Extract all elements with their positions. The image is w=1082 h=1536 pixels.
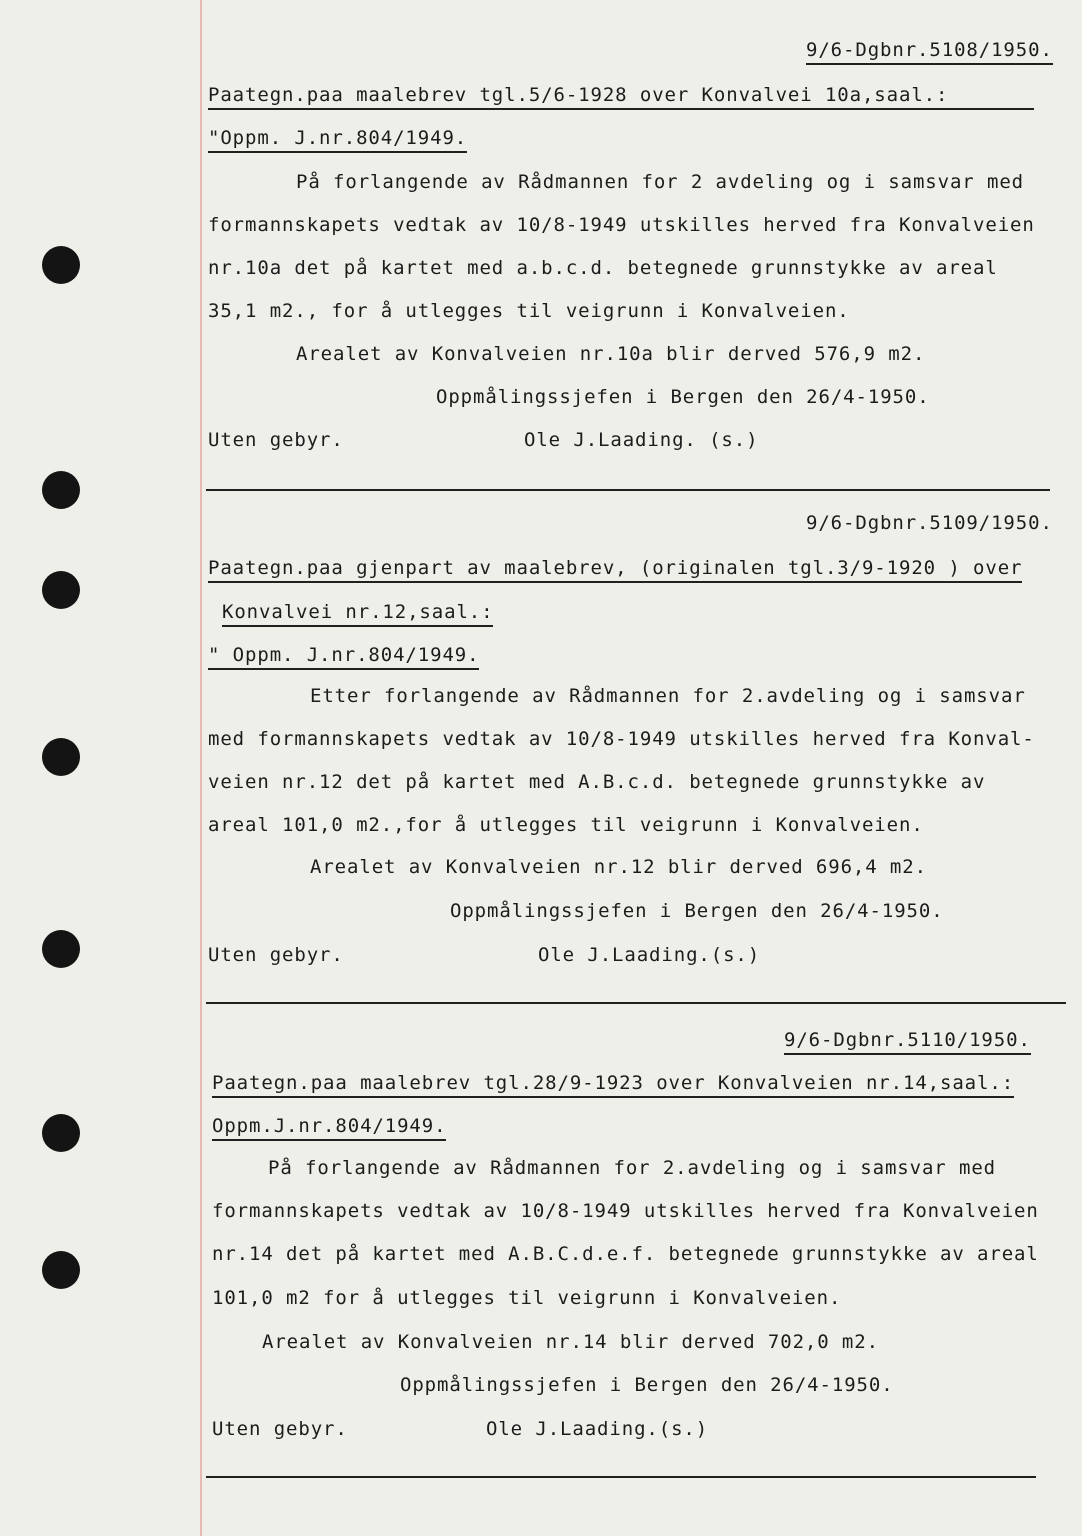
office-line: Oppmålingssjefen i Bergen den 26/4-1950. bbox=[400, 1374, 894, 1396]
fee-note: Uten gebyr. bbox=[212, 1418, 348, 1440]
body-line: nr.14 det på kartet med A.B.C.d.e.f. betegnede grunnstykke av areal bbox=[212, 1243, 1039, 1265]
journal-number: "Oppm. J.nr.804/1949. bbox=[208, 126, 467, 153]
entry-heading: Paategn.paa maalebrev tgl.5/6-1928 over Konvalvei 10a,saal.: bbox=[208, 83, 1034, 110]
entry-heading: Paategn.paa gjenpart av maalebrev, (originalen tgl.3/9-1920 ) over bbox=[208, 556, 1022, 583]
office-line: Oppmålingssjefen i Bergen den 26/4-1950. bbox=[450, 900, 944, 922]
entry-heading-continued: Konvalvei nr.12,saal.: bbox=[222, 600, 493, 627]
body-line: formannskapets vedtak av 10/8-1949 utskilles herved fra Konvalveien bbox=[212, 1200, 1039, 1222]
body-line: veien nr.12 det på kartet med A.B.c.d. betegnede grunnstykke av bbox=[208, 771, 986, 793]
signature: Ole J.Laading. (s.) bbox=[524, 429, 759, 451]
entry-reference: 9/6-Dgbnr.5109/1950. bbox=[806, 512, 1053, 534]
body-line: nr.10a det på kartet med a.b.c.d. betegnede grunnstykke av areal bbox=[208, 257, 998, 279]
area-line: Arealet av Konvalveien nr.12 blir derved 696,4 m2. bbox=[310, 856, 927, 878]
signature: Ole J.Laading.(s.) bbox=[538, 944, 761, 966]
body-line: 101,0 m2 for å utlegges til veigrunn i Konvalveien. bbox=[212, 1287, 842, 1309]
body-line: areal 101,0 m2.,for å utlegges til veigrunn i Konvalveien. bbox=[208, 814, 924, 836]
entry-reference: 9/6-Dgbnr.5110/1950. bbox=[784, 1028, 1031, 1055]
journal-number: Oppm.J.nr.804/1949. bbox=[212, 1114, 446, 1141]
body-line: På forlangende av Rådmannen for 2.avdeling og i samsvar med bbox=[268, 1157, 996, 1179]
body-line: 35,1 m2., for å utlegges til veigrunn i Konvalveien. bbox=[208, 300, 850, 322]
body-line: med formannskapets vedtak av 10/8-1949 utskilles herved fra Konval- bbox=[208, 728, 1035, 750]
body-line: formannskapets vedtak av 10/8-1949 utskilles herved fra Konvalveien bbox=[208, 214, 1035, 236]
area-line: Arealet av Konvalveien nr.14 blir derved 702,0 m2. bbox=[262, 1331, 879, 1353]
area-line: Arealet av Konvalveien nr.10a blir derved 576,9 m2. bbox=[296, 343, 926, 365]
signature: Ole J.Laading.(s.) bbox=[486, 1418, 709, 1440]
entry-heading: Paategn.paa maalebrev tgl.28/9-1923 over Konvalveien nr.14,saal.: bbox=[212, 1071, 1014, 1098]
body-line: På forlangende av Rådmannen for 2 avdeling og i samsvar med bbox=[296, 171, 1024, 193]
entry-reference: 9/6-Dgbnr.5108/1950. bbox=[806, 38, 1053, 65]
fee-note: Uten gebyr. bbox=[208, 429, 344, 451]
office-line: Oppmålingssjefen i Bergen den 26/4-1950. bbox=[436, 386, 930, 408]
entry-divider bbox=[206, 1476, 1036, 1478]
body-line: Etter forlangende av Rådmannen for 2.avdeling og i samsvar bbox=[310, 685, 1026, 707]
fee-note: Uten gebyr. bbox=[208, 944, 344, 966]
journal-number: " Oppm. J.nr.804/1949. bbox=[208, 643, 479, 670]
